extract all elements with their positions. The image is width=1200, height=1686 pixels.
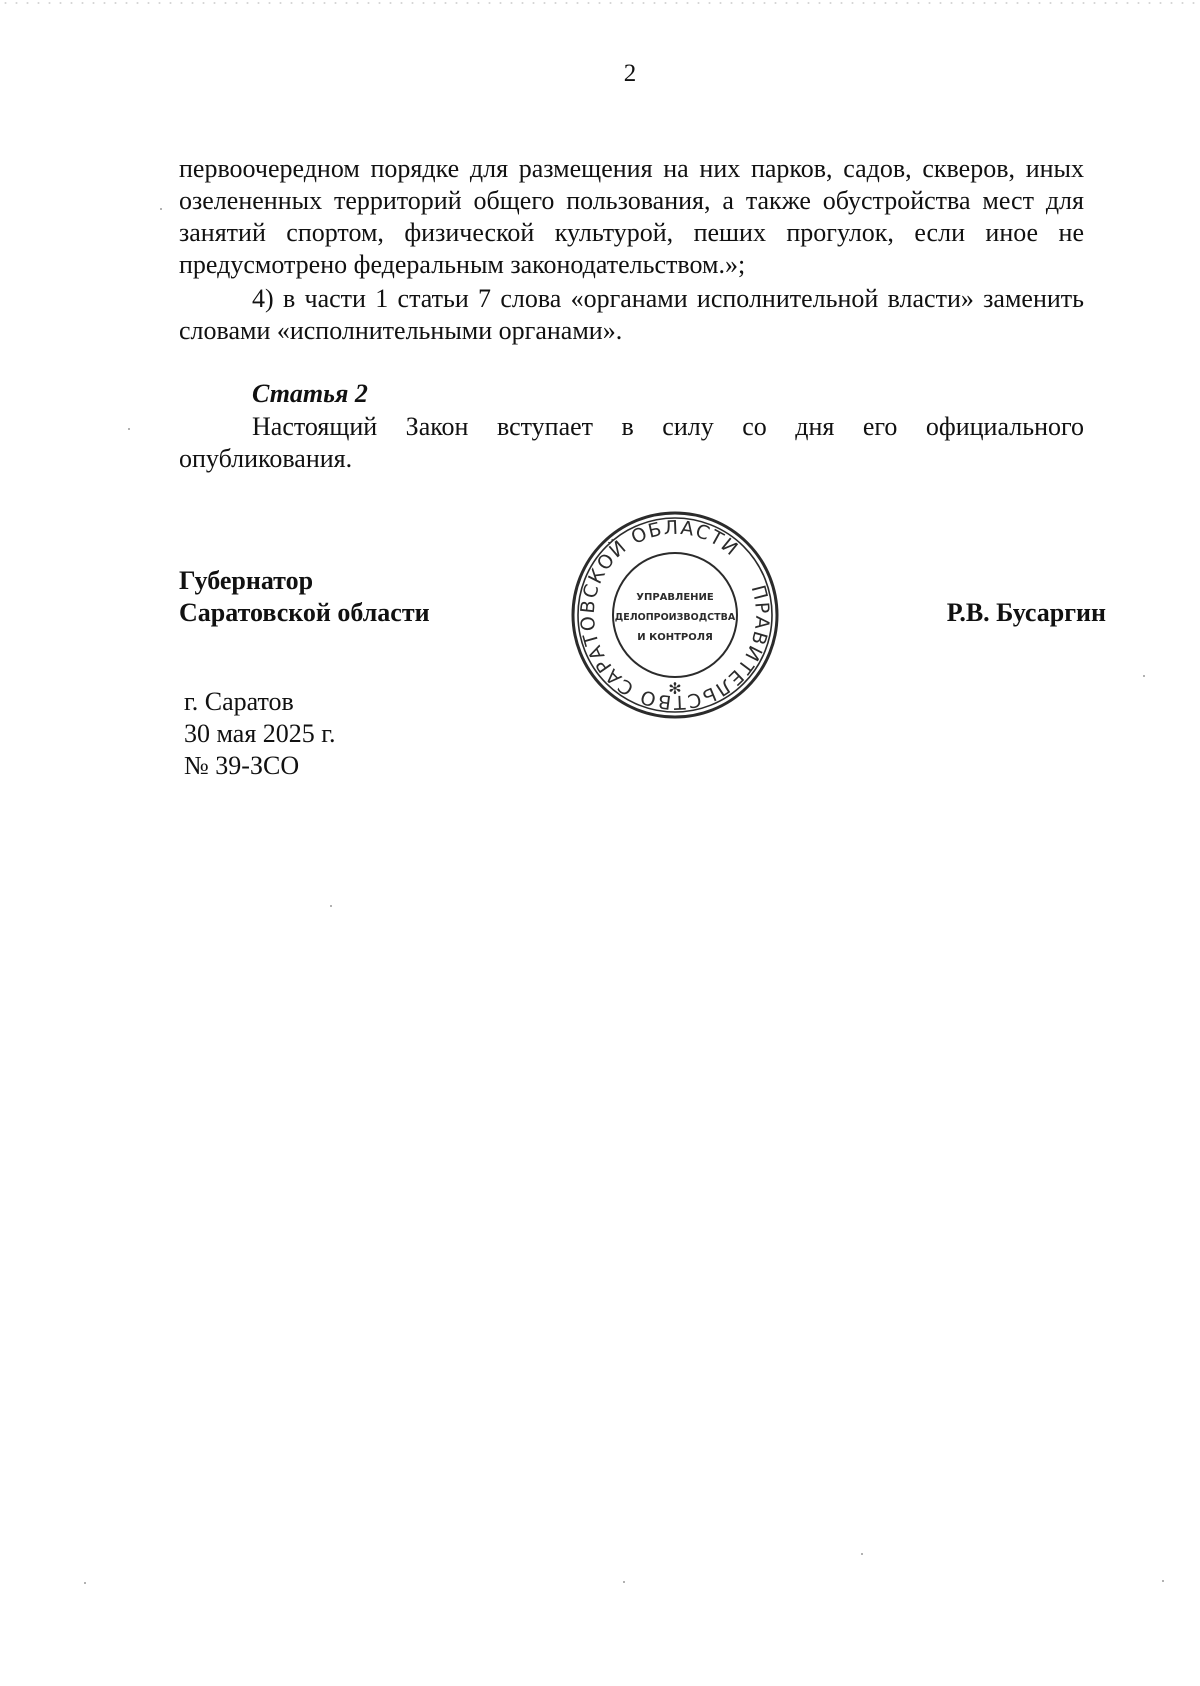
article-text: Настоящий Закон вступает в силу со дня его официального опубликования. (179, 412, 1084, 473)
seal-inner-line3: И КОНТРОЛЯ (637, 632, 713, 643)
signer-title-line1: Губернатор (179, 566, 314, 595)
seal-inner-line1: УПРАВЛЕНИЕ (636, 592, 714, 603)
scan-edge-artifact (0, 0, 1200, 6)
seal-outer-text: ПРАВИТЕЛЬСТВО САРАТОВСКОЙ ОБЛАСТИ (576, 516, 774, 714)
scan-speck (1143, 675, 1145, 677)
signer-title-line2: Саратовской области (179, 598, 430, 627)
scan-speck (861, 1553, 863, 1555)
official-seal-graphic (570, 510, 780, 720)
scan-speck (128, 428, 130, 430)
paragraph-item-4: 4) в части 1 статьи 7 слова «органами исполнительной власти» заменить словами «исполнительными органами». (179, 284, 1084, 345)
signer-title (179, 565, 430, 629)
scan-speck (1162, 1580, 1164, 1582)
law-date: 30 мая 2025 г. (184, 719, 336, 748)
scan-speck (84, 1582, 86, 1584)
seal-inner-line2: ДЕЛОПРОИЗВОДСТВА (614, 612, 736, 623)
place-city: г. Саратов (184, 687, 294, 716)
page-number: 2 (623, 60, 637, 87)
svg-text:✻: ✻ (668, 679, 682, 698)
scan-speck (160, 208, 162, 210)
paragraph-continuation: первоочередном порядке для размещения на них парков, садов, скверов, иных озелененных территорий общего пользования, а также обустройства мест для занятий спортом, физической культурой, пеших прогулок, если иное не предусмотрено федеральным законодательством.»; (179, 154, 1084, 279)
official-seal (570, 510, 780, 720)
article-heading: Статья 2 (252, 379, 368, 408)
place-date-block (184, 686, 336, 782)
law-number: № 39-ЗСО (184, 751, 300, 780)
signer-name: Р.В. Бусаргин (946, 598, 1106, 627)
scan-speck (330, 905, 332, 907)
scan-speck (623, 1581, 625, 1583)
